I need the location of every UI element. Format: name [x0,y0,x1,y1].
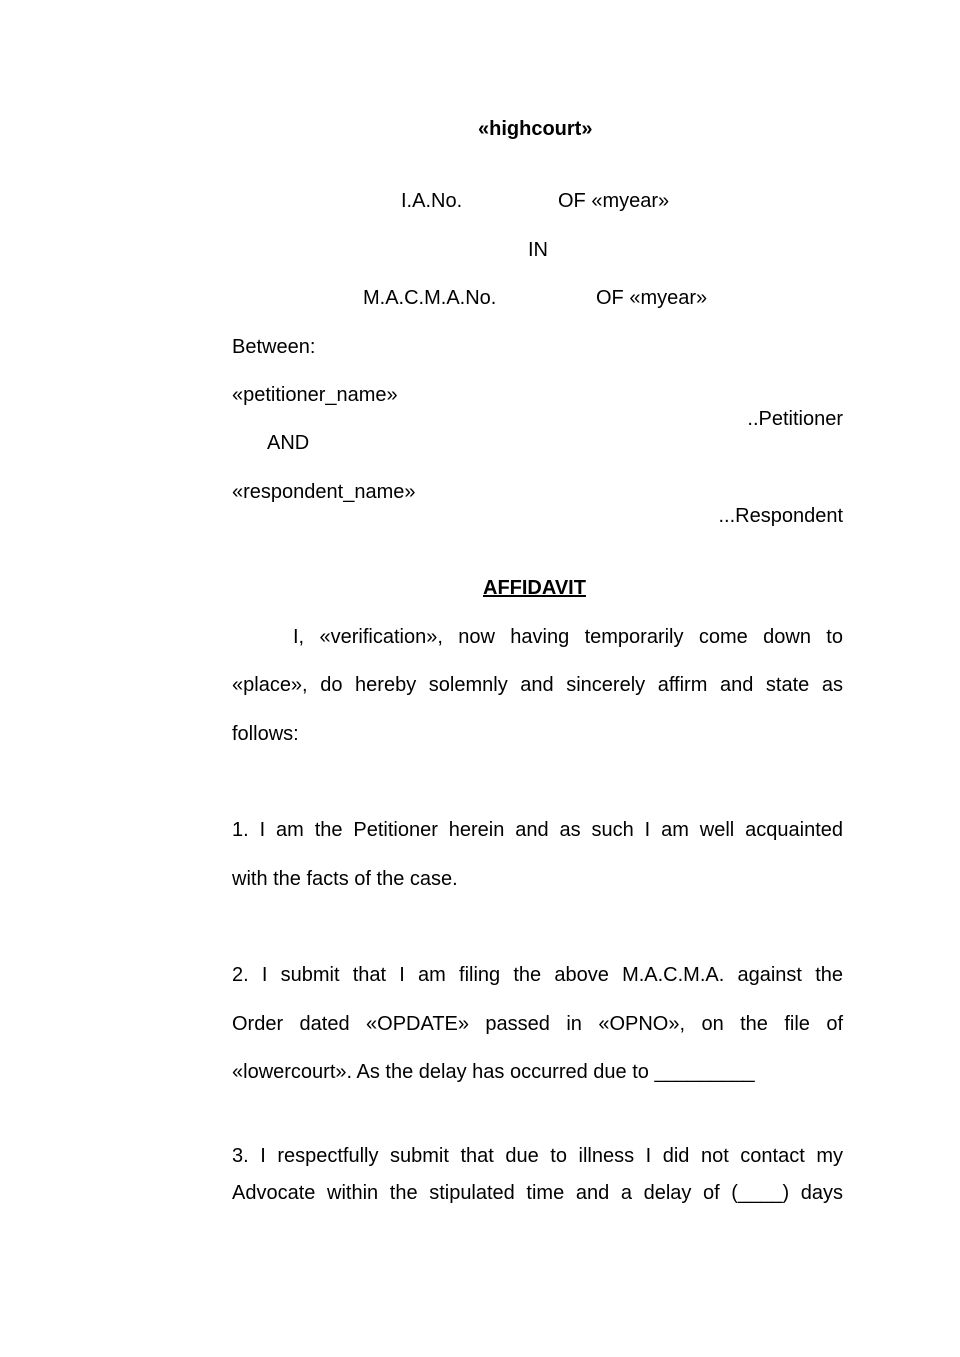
paragraph-2-line-1: 2. I submit that I am filing the above M.A.C.M.A. against the [232,964,843,986]
paragraph-1-line-1: 1. I am the Petitioner herein and as such I am well acquainted [232,819,843,841]
ia-year: OF «myear» [558,190,670,212]
petitioner-role: ..Petitioner [747,408,843,430]
macma-year: OF «myear» [596,287,708,309]
macma-number-label: M.A.C.M.A.No. [363,287,497,309]
ia-number-label: I.A.No. [401,190,463,212]
intro-line-1: I, «verification», now having temporarily come down to [293,626,843,648]
respondent-name: «respondent_name» [232,481,416,503]
intro-line-3: follows: [232,723,299,745]
intro-line-2: «place», do hereby solemnly and sincerely affirm and state as [232,674,843,696]
court-title: «highcourt» [478,118,593,140]
affidavit-title: AFFIDAVIT [483,577,586,599]
paragraph-1-line-2: with the facts of the case. [232,868,458,890]
paragraph-2-line-3: «lowercourt». As the delay has occurred due to _________ [232,1061,755,1083]
paragraph-3-line-2: Advocate within the stipulated time and a delay of (____) days [232,1182,843,1204]
between-label: Between: [232,336,316,358]
and-label: AND [267,432,310,454]
paragraph-2-line-2: Order dated «OPDATE» passed in «OPNO», on the file of [232,1013,843,1035]
petitioner-name: «petitioner_name» [232,384,398,406]
paragraph-3-line-1: 3. I respectfully submit that due to illness I did not contact my [232,1145,843,1167]
in-label: IN [528,239,548,261]
respondent-role: ...Respondent [718,505,843,527]
